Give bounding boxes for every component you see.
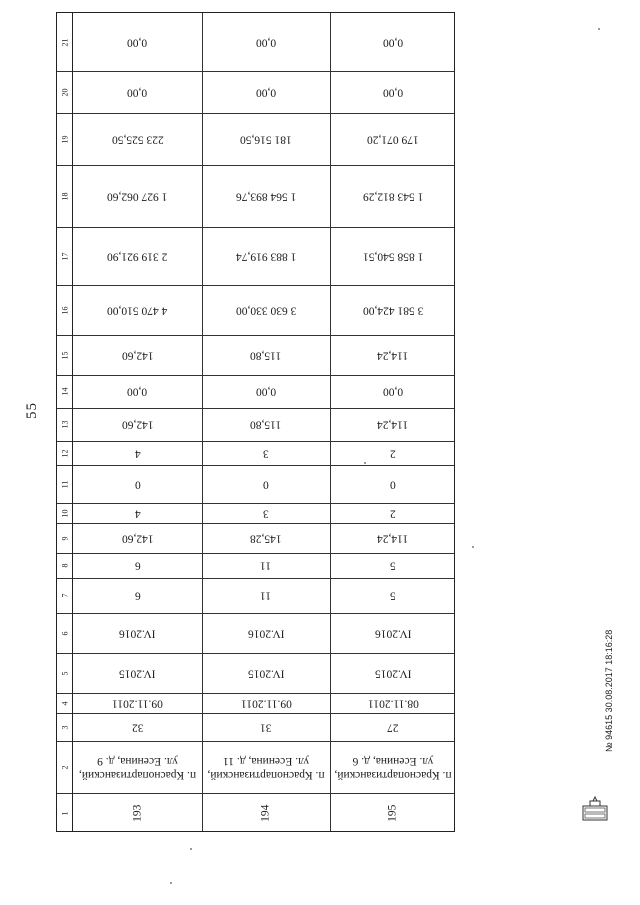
data-table xyxy=(56,12,455,832)
value-cell xyxy=(330,285,456,335)
address-line: п. Краснопартизанский, xyxy=(78,768,197,781)
cell-text: 114,24 xyxy=(377,532,409,545)
value-cell xyxy=(73,523,202,553)
value-cell xyxy=(73,553,202,578)
cell-text: 1 564 893,76 xyxy=(235,190,297,203)
scan-speck xyxy=(598,28,600,30)
value-cell xyxy=(73,503,202,523)
value-cell xyxy=(330,713,456,741)
cell-text: 0,00 xyxy=(127,385,148,398)
value-cell xyxy=(330,523,456,553)
cell-text: 114,24 xyxy=(377,349,409,362)
cell-text: 1 927 062,60 xyxy=(107,190,168,203)
value-cell xyxy=(202,523,330,553)
value-cell xyxy=(73,285,202,335)
cell-text: 0,00 xyxy=(127,36,148,49)
value-cell xyxy=(73,335,202,375)
value-cell xyxy=(330,71,456,113)
value-cell xyxy=(202,165,330,227)
column-number: 21 xyxy=(60,38,70,46)
column-number: 6 xyxy=(60,631,70,635)
value-cell xyxy=(330,227,456,285)
cell-text: 0,00 xyxy=(255,36,277,49)
address-line: ул. Есенина, д. 6 xyxy=(352,754,434,766)
cell-text: 142,60 xyxy=(121,349,154,362)
value-cell xyxy=(73,71,202,113)
value-cell xyxy=(330,408,456,441)
cell-text: 2 xyxy=(390,447,396,460)
column-number: 13 xyxy=(60,420,70,429)
column-number: 7 xyxy=(60,593,70,598)
value-cell xyxy=(202,578,330,613)
column-number: 2 xyxy=(60,765,70,769)
column-number: 16 xyxy=(60,306,70,314)
cell-text: 1 883 919,74 xyxy=(235,250,297,263)
value-cell xyxy=(202,71,330,113)
address-cell xyxy=(330,741,456,793)
value-cell xyxy=(73,713,202,741)
cell-text: 11 xyxy=(260,559,272,572)
cell-text: 1 858 540,51 xyxy=(362,250,424,263)
cell-text: 115,80 xyxy=(250,349,282,362)
column-number: 12 xyxy=(60,449,70,457)
scan-speck xyxy=(364,462,366,464)
cell-text: 0,00 xyxy=(255,86,277,99)
column-number: 15 xyxy=(60,351,70,359)
column-number: 11 xyxy=(60,480,70,488)
scan-speck xyxy=(170,882,172,884)
address-line: ул. Есенина, д. 11 xyxy=(222,754,310,766)
cell-text: 09.11.2011 xyxy=(112,697,163,710)
value-cell xyxy=(330,165,456,227)
row-number-cell xyxy=(330,793,456,833)
row-number-cell xyxy=(73,793,202,833)
cell-text: 142,60 xyxy=(121,418,154,431)
cell-text: 5 xyxy=(390,559,396,572)
value-cell xyxy=(73,653,202,693)
cell-text: 0 xyxy=(390,478,396,491)
address-line: п. Краснопартизанский, xyxy=(207,768,325,781)
value-cell xyxy=(202,653,330,693)
value-cell xyxy=(330,578,456,613)
cell-text: 5 xyxy=(390,589,396,602)
row-number-cell xyxy=(202,793,330,833)
cell-text: 194 xyxy=(259,804,272,822)
value-cell xyxy=(73,375,202,408)
value-cell xyxy=(330,693,456,713)
cell-text: 3 581 424,00 xyxy=(362,304,424,317)
value-cell xyxy=(202,113,330,165)
cell-text: IV.2015 xyxy=(119,667,156,680)
cell-text xyxy=(330,753,456,782)
value-cell xyxy=(202,693,330,713)
value-cell xyxy=(202,503,330,523)
column-number: 8 xyxy=(60,563,70,568)
cell-text: 27 xyxy=(387,721,399,734)
value-cell xyxy=(73,165,202,227)
cell-text: 0,00 xyxy=(382,86,404,99)
cell-text: 2 319 921,90 xyxy=(107,250,168,263)
scan-speck xyxy=(190,848,192,850)
cell-text: 114,24 xyxy=(377,418,409,431)
value-cell xyxy=(202,13,330,71)
value-cell xyxy=(330,613,456,653)
cell-text: 181 516,50 xyxy=(240,133,292,146)
cell-text: 0,00 xyxy=(382,36,404,49)
page-number: 55 xyxy=(24,402,40,419)
cell-text: 145,28 xyxy=(250,532,282,545)
value-cell xyxy=(73,441,202,465)
cell-text: 6 xyxy=(134,589,141,602)
value-cell xyxy=(330,441,456,465)
value-cell xyxy=(202,335,330,375)
cell-text: 6 xyxy=(134,559,141,572)
column-number: 18 xyxy=(60,192,70,200)
value-cell xyxy=(330,503,456,523)
value-cell xyxy=(73,408,202,441)
column-number: 4 xyxy=(60,701,70,705)
cell-text: 4 470 510,00 xyxy=(107,304,168,317)
cell-text: IV.2016 xyxy=(374,627,412,640)
value-cell xyxy=(202,613,330,653)
value-cell xyxy=(73,613,202,653)
cell-text: 3 xyxy=(263,507,269,520)
value-cell xyxy=(202,375,330,408)
value-cell xyxy=(202,441,330,465)
cell-text: 09.11.2011 xyxy=(240,697,292,710)
cell-text: 0 xyxy=(263,478,269,491)
cell-text: 193 xyxy=(131,804,144,822)
value-cell xyxy=(330,113,456,165)
column-number: 20 xyxy=(60,88,70,96)
cell-text: 223 525,50 xyxy=(111,133,164,146)
scan-speck xyxy=(472,546,474,548)
value-cell xyxy=(73,227,202,285)
column-number: 10 xyxy=(60,509,70,517)
cell-text: 3 xyxy=(263,447,269,460)
value-cell xyxy=(73,693,202,713)
cell-text: IV.2016 xyxy=(119,627,156,640)
cell-text: 32 xyxy=(131,721,144,734)
address-line: п. Краснопартизанский, xyxy=(334,768,452,781)
value-cell xyxy=(202,408,330,441)
cell-text: 1 543 812,29 xyxy=(362,190,424,203)
cell-text: 0,00 xyxy=(127,86,148,99)
value-cell xyxy=(330,553,456,578)
registration-stamp-text: № 94615 30.08.2017 18:16:28 xyxy=(604,629,614,752)
column-number: 3 xyxy=(60,725,70,729)
value-cell xyxy=(330,465,456,503)
value-cell xyxy=(202,227,330,285)
column-number: 17 xyxy=(60,252,70,260)
cell-text: 0 xyxy=(134,478,141,491)
cell-text: 142,60 xyxy=(121,532,154,545)
value-cell xyxy=(202,553,330,578)
cell-text xyxy=(73,753,202,782)
cell-text: 179 071,20 xyxy=(367,133,419,146)
value-cell xyxy=(330,335,456,375)
cell-text: 08.11.2011 xyxy=(367,697,419,710)
column-number: 9 xyxy=(60,536,70,540)
cell-text: IV.2015 xyxy=(247,667,285,680)
stamp-icon xyxy=(582,792,608,822)
cell-text: 0,00 xyxy=(255,385,277,398)
value-cell xyxy=(330,653,456,693)
cell-text: 115,80 xyxy=(250,418,282,431)
value-cell xyxy=(73,13,202,71)
value-cell xyxy=(202,713,330,741)
cell-text: 3 630 330,00 xyxy=(235,304,297,317)
cell-text: 11 xyxy=(260,589,272,602)
column-number: 14 xyxy=(60,387,70,396)
cell-text: IV.2016 xyxy=(247,627,285,640)
value-cell xyxy=(73,465,202,503)
cell-text: 2 xyxy=(390,507,396,520)
address-cell xyxy=(73,741,202,793)
cell-text: 195 xyxy=(386,804,399,822)
cell-text: 0,00 xyxy=(382,385,404,398)
column-number: 5 xyxy=(60,671,70,675)
value-cell xyxy=(202,285,330,335)
column-number: 1 xyxy=(60,811,70,815)
value-cell xyxy=(73,578,202,613)
value-cell xyxy=(330,13,456,71)
cell-text: 31 xyxy=(260,721,272,734)
cell-text: 4 xyxy=(134,447,141,460)
cell-text xyxy=(202,753,330,782)
address-line: ул. Есенина, д. 9 xyxy=(97,754,178,766)
cell-text: 4 xyxy=(134,507,141,520)
value-cell xyxy=(202,465,330,503)
table-grid xyxy=(57,13,454,831)
value-cell xyxy=(330,375,456,408)
cell-text: IV.2015 xyxy=(374,667,412,680)
value-cell xyxy=(73,113,202,165)
address-cell xyxy=(202,741,330,793)
column-number: 19 xyxy=(60,135,70,143)
